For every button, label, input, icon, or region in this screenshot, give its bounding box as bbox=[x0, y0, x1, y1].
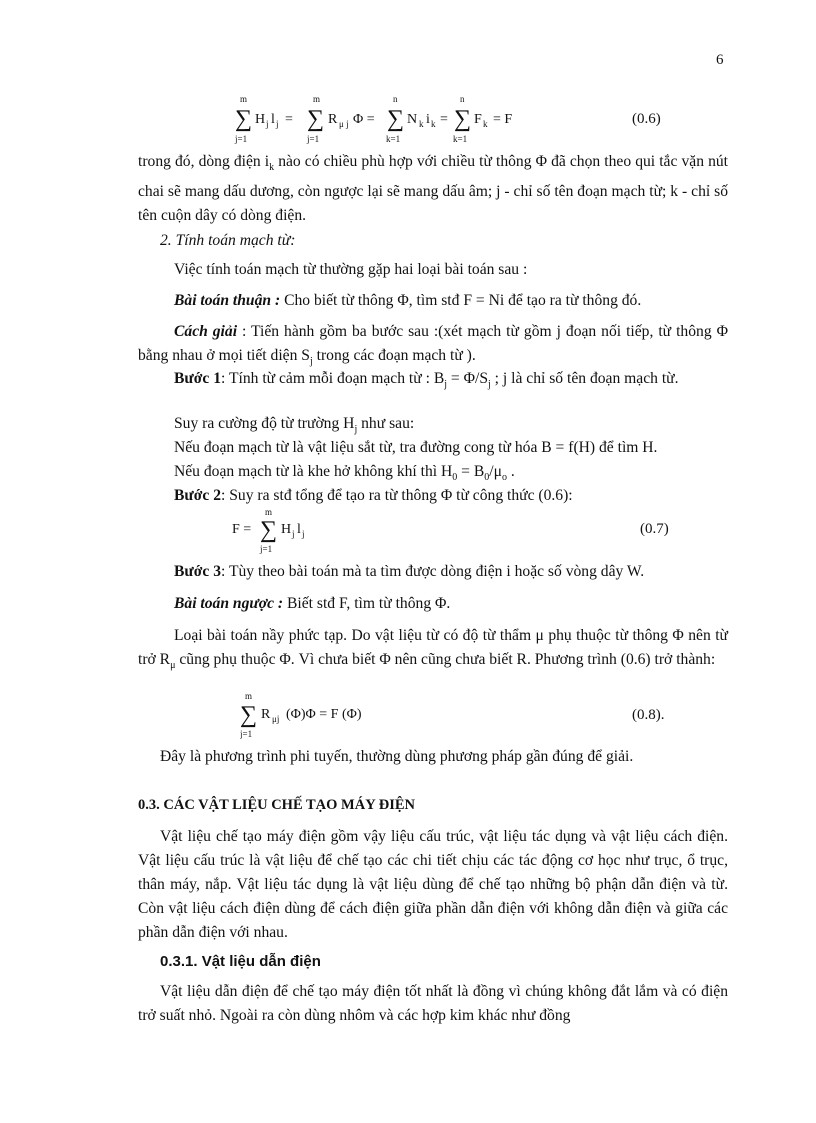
svg-text:l: l bbox=[297, 522, 301, 537]
equation-number: (0.7) bbox=[640, 521, 669, 537]
svg-text:n: n bbox=[393, 96, 398, 104]
paragraph: trong đó, dòng điện $i_k$ nào có chiều phù hợp với chiều từ thông Φ đã chọn theo qui tắc vặn nút chai sẽ mang dấu dương, còn ngược lại sẽ mang dấu âm; j - chỉ số tên đoạn mạch từ; k - chỉ số tên cuộn dây có dòng điện. bbox=[138, 153, 728, 225]
step-2 bbox=[174, 487, 573, 505]
svg-text:j: j bbox=[276, 119, 279, 129]
svg-text:j: j bbox=[302, 529, 305, 539]
svg-text:=: = bbox=[440, 112, 448, 127]
step-3-label: Bước 3 bbox=[174, 563, 222, 580]
equation-0-6-figure bbox=[233, 96, 553, 148]
forward-problem-text: Cho biết từ thông Φ, tìm stđ F = Ni để tạo ra từ thông đó. bbox=[280, 292, 642, 309]
svg-text:i: i bbox=[426, 112, 430, 127]
svg-text:k: k bbox=[419, 119, 424, 129]
equation-0-8-figure bbox=[240, 692, 410, 740]
svg-text:m: m bbox=[240, 96, 248, 104]
svg-text:j=1: j=1 bbox=[307, 134, 320, 144]
svg-text:N: N bbox=[407, 112, 418, 127]
svg-text:∑: ∑ bbox=[240, 702, 258, 728]
svg-text:∑: ∑ bbox=[235, 106, 253, 132]
svg-text:F: F bbox=[474, 112, 482, 127]
svg-text:(Φ)Φ = F (Φ): (Φ)Φ = F (Φ) bbox=[286, 707, 362, 722]
svg-text:∑: ∑ bbox=[387, 106, 405, 132]
svg-text:k=1: k=1 bbox=[453, 134, 468, 144]
inverse-problem-label: Bài toán ngược : bbox=[174, 595, 284, 612]
svg-text:l: l bbox=[271, 112, 275, 127]
paragraph: Vật liệu dẫn điện để chế tạo máy điện tốt nhất là đồng vì chúng không đắt lắm và có điện trở suất nhỏ. Ngoài ra còn dùng nhôm và các hợp kim khác như đồng bbox=[138, 983, 728, 1024]
method-paragraph: Cách giải : Tiến hành gồm ba bước sau :(xét mạch từ gồm j đoạn nối tiếp, từ thông Φ bằng nhau ở mọi tiết diện $S_j$ trong các đoạn mạch từ ). bbox=[138, 323, 728, 368]
inverse-problem-text: Biết stđ F, tìm từ thông Φ. bbox=[283, 595, 451, 612]
svg-text:k: k bbox=[431, 119, 436, 129]
svg-text:F =: F = bbox=[232, 522, 252, 537]
svg-text:=: = bbox=[285, 112, 293, 127]
svg-text:R: R bbox=[261, 707, 271, 722]
page-number: 6 bbox=[716, 52, 724, 68]
paragraph: Việc tính toán mạch từ thường gặp hai loại bài toán sau : bbox=[174, 261, 528, 278]
forward-problem-label: Bài toán thuận : bbox=[174, 292, 281, 309]
equation-0-7-figure bbox=[232, 508, 352, 554]
list-item-2: 2. Tính toán mạch từ: bbox=[160, 232, 296, 249]
forward-problem bbox=[174, 292, 641, 310]
equation-number: (0.6) bbox=[632, 111, 661, 127]
svg-text:k: k bbox=[483, 119, 488, 129]
svg-text:= F: = F bbox=[493, 112, 513, 127]
svg-text:R: R bbox=[328, 112, 338, 127]
svg-text:m: m bbox=[313, 96, 321, 104]
step-2-text: : Suy ra stđ tổng để tạo ra từ thông Φ từ công thức (0.6): bbox=[221, 487, 573, 504]
svg-text:H: H bbox=[281, 522, 292, 537]
svg-text:j: j bbox=[292, 529, 295, 539]
svg-text:μ j: μ j bbox=[339, 119, 349, 129]
step-3 bbox=[174, 563, 644, 581]
svg-text:∑: ∑ bbox=[307, 106, 325, 132]
svg-text:m: m bbox=[265, 508, 273, 517]
step-2-label: Bước 2 bbox=[174, 487, 222, 504]
step-3-text: : Tùy theo bài toán mà ta tìm được dòng điện i hoặc số vòng dây W. bbox=[221, 563, 645, 580]
svg-text:μj: μj bbox=[272, 714, 280, 724]
svg-text:∑: ∑ bbox=[260, 517, 278, 543]
svg-text:k=1: k=1 bbox=[386, 134, 401, 144]
infer-h: Suy ra cường độ từ trường $H_j$ như sau: bbox=[174, 415, 415, 436]
svg-text:∑: ∑ bbox=[454, 106, 472, 132]
inverse-problem bbox=[174, 595, 450, 613]
svg-text:Φ =: Φ = bbox=[353, 112, 375, 127]
subsection-heading: 0.3.1. Vật liệu dẫn điện bbox=[160, 953, 321, 970]
svg-text:j=1: j=1 bbox=[235, 134, 248, 144]
svg-text:j=1: j=1 bbox=[240, 729, 253, 739]
svg-text:n: n bbox=[460, 96, 465, 104]
svg-text:H: H bbox=[255, 112, 266, 127]
paragraph: Đây là phương trình phi tuyến, thường dùng phương pháp gần đúng để giải. bbox=[160, 748, 634, 765]
svg-text:m: m bbox=[245, 692, 253, 701]
paragraph: Vật liệu chế tạo máy điện gồm vậy liệu cấu trúc, vật liệu tác dụng và vật liệu cách điện. Vật liệu cấu trúc là vật liệu để chế tạo các chi tiết chịu các tác động cơ học như trục, ổ trục, thân máy, nắp. Vật liệu tác dụng là vật liệu dùng để chế tạo những bộ phận dẫn điện và từ. Còn vật liệu cách điện dùng để cách điện giữa phần dẫn điện với không dẫn điện và giữa các phần dẫn điện với nhau. bbox=[138, 828, 728, 941]
section-heading: 0.3. CÁC VẬT LIỆU CHẾ TẠO MÁY ĐIỆN bbox=[138, 797, 416, 813]
step-1: Bước 1: Tính từ cảm mỗi đoạn mạch từ : $B_j = \Phi/S_j$ ; j là chỉ số tên đoạn mạch từ. bbox=[174, 370, 679, 391]
equation-number: (0.8). bbox=[632, 707, 665, 723]
svg-text:j=1: j=1 bbox=[260, 544, 273, 554]
if-steel: Nếu đoạn mạch từ là vật liệu sắt từ, tra đường cong từ hóa B = f(H) để tìm H. bbox=[174, 439, 658, 456]
svg-text:j: j bbox=[266, 119, 269, 129]
if-gap: Nếu đoạn mạch từ là khe hở không khí thì $H_0 = B_0/\mu_o$ . bbox=[174, 463, 515, 484]
paragraph: Loại bài toán nầy phức tạp. Do vật liệu từ có độ từ thẩm μ phụ thuộc từ thông Φ nên từ trở $R_\mu$ cũng phụ thuộc Φ. Vì chưa biết Φ nên cũng chưa biết R. Phương trình (0.6) trở thành: bbox=[138, 627, 728, 672]
